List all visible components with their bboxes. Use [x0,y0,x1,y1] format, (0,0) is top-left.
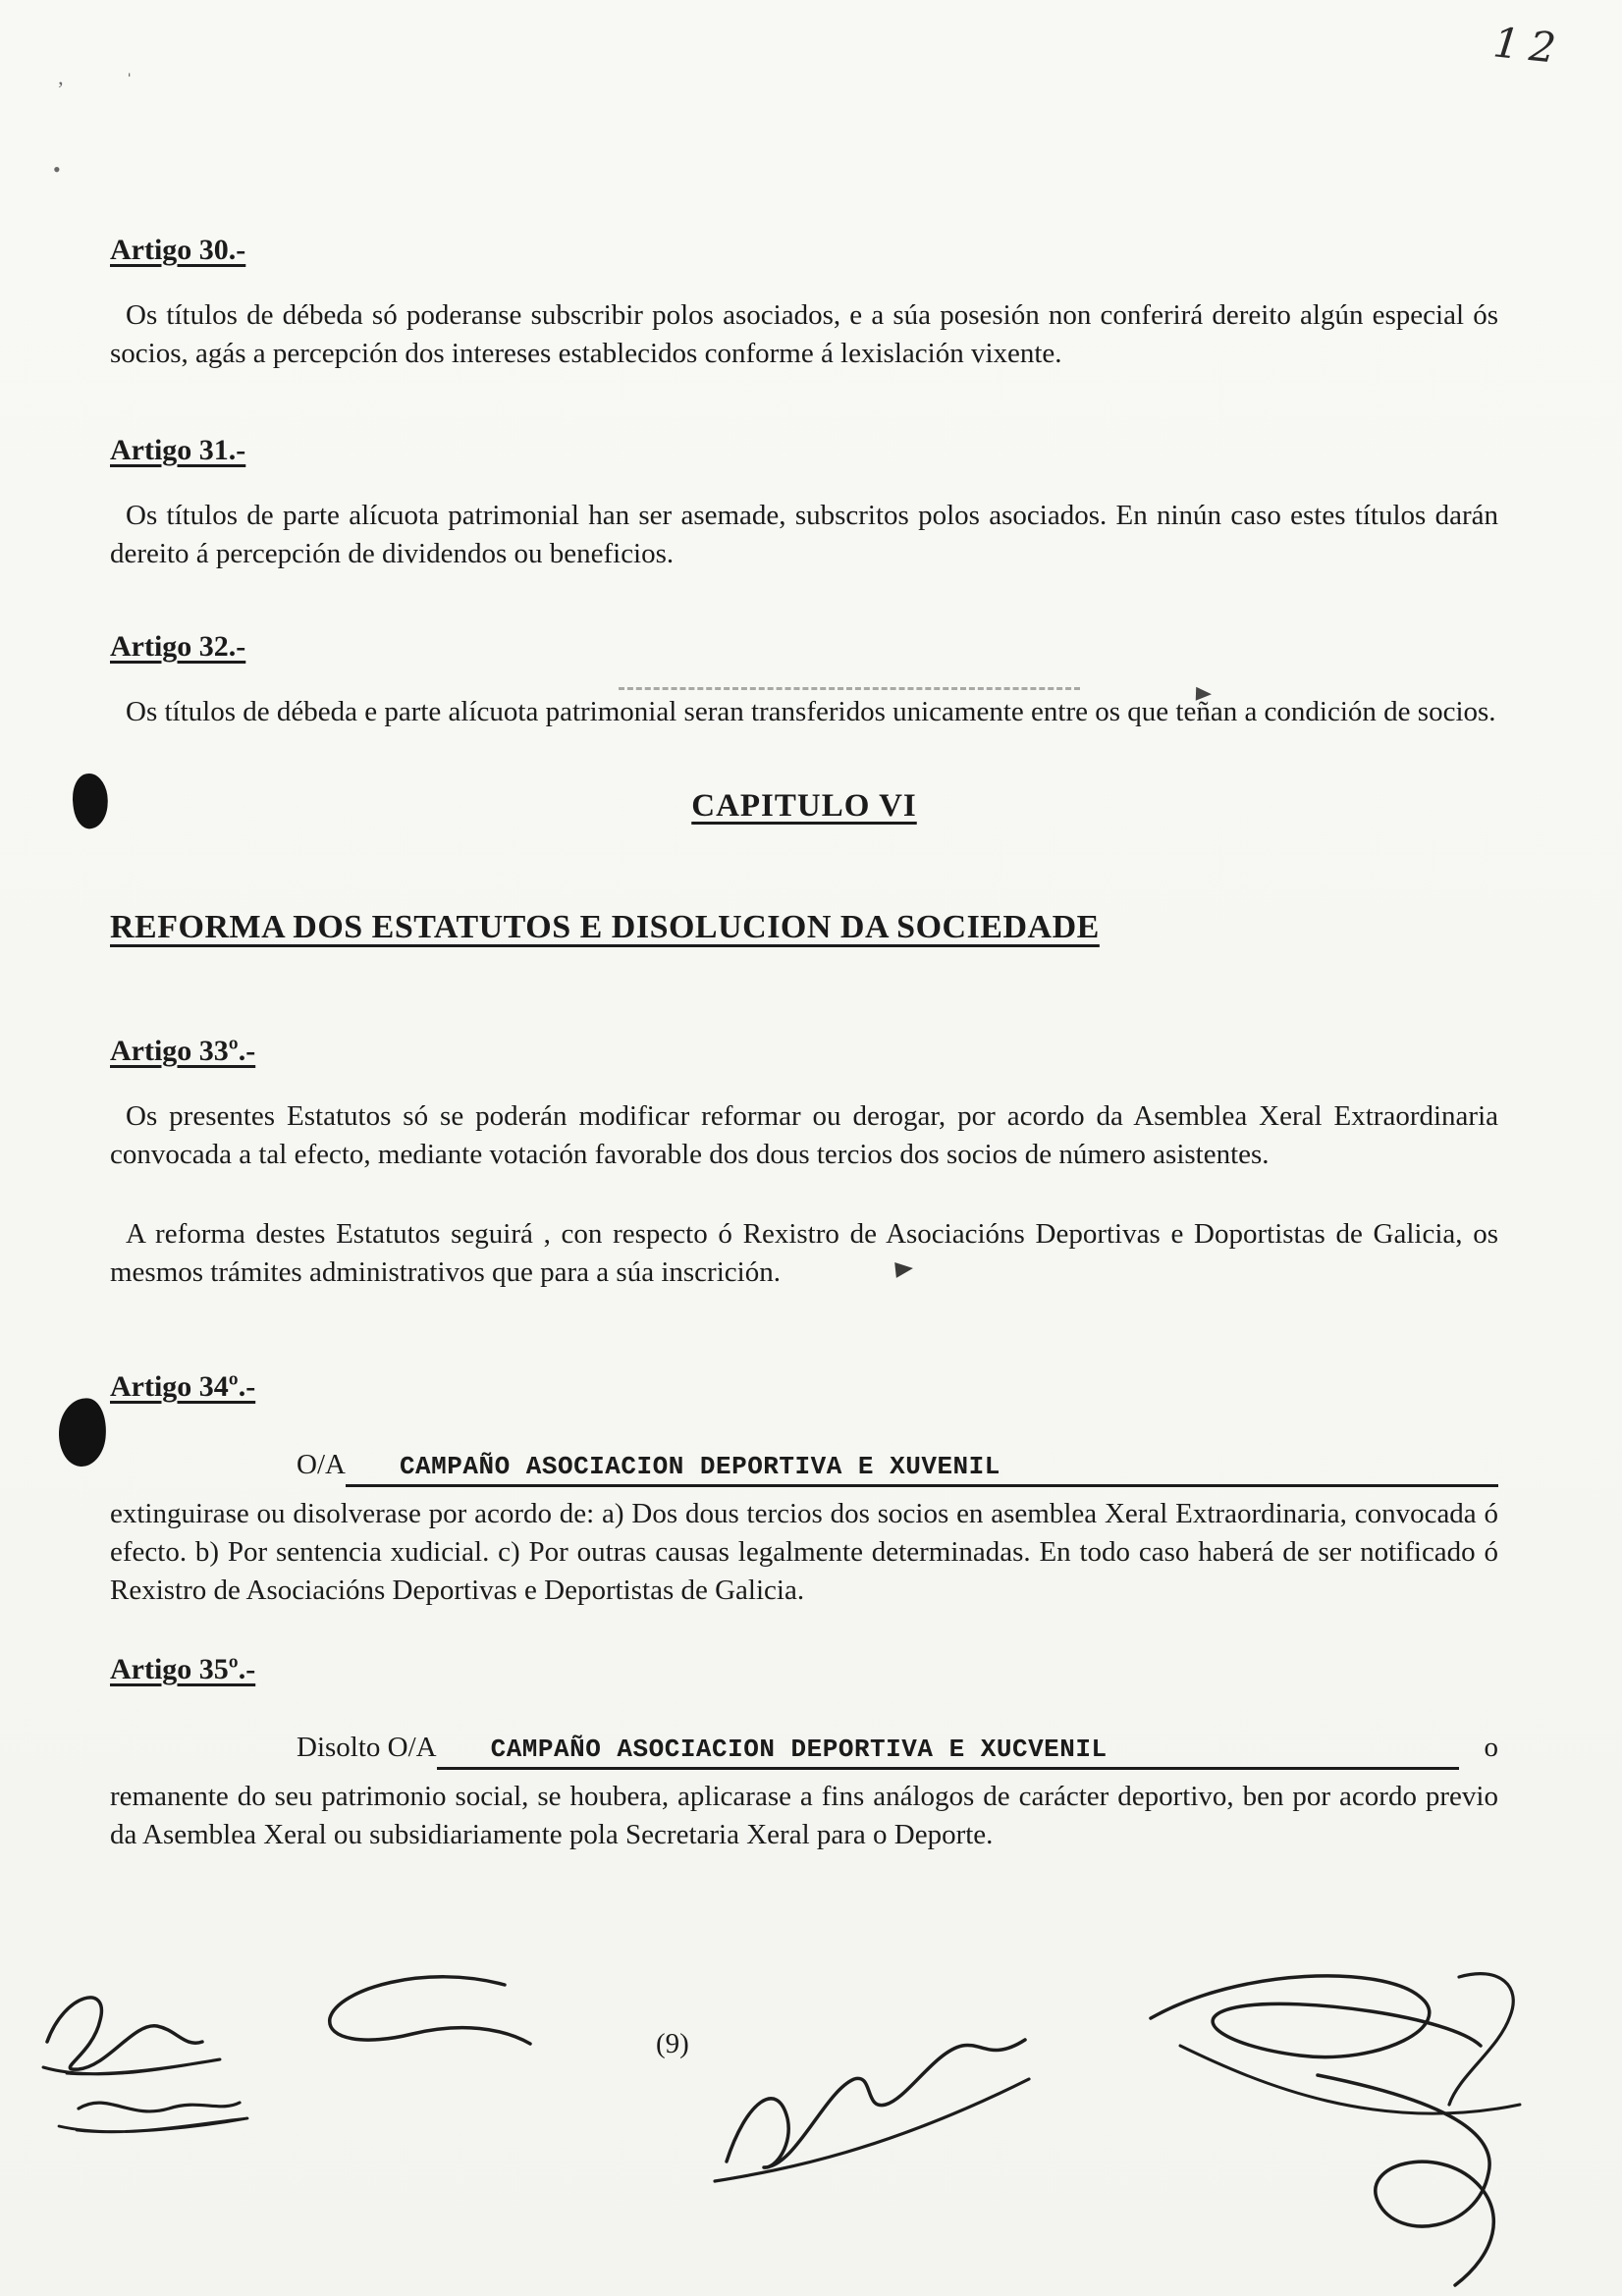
article-32-paragraph: Os títulos de débeda e parte alícuota patrimonial seran transferidos unicamente entre os que teñan a condición de socios. [126,696,1496,727]
article-34-heading: Artigo 34º.- [110,1370,256,1403]
article-34-paragraph: extinguirase ou disolverase por acordo de: a) Dos dous tercios dos socios en asemblea Xeral Extraordinaria, convocada ó efecto. b) Por sentencia xudicial. c) Por outras causas legalmente determinadas. En todo caso haberá de ser notificado ó Rexistro de Asociacións Deportivas e Deportistas de Galicia. [110,1498,1498,1606]
article-30-heading: Artigo 30.- [110,234,246,266]
article-34-organization-name: CAMPAÑO ASOCIACION DEPORTIVA E XUVENIL [346,1452,1498,1487]
article-33-paragraph-1: Os presentes Estatutos só se poderán modificar reformar ou derogar, por acordo da Asemblea Xeral Extraordinaria convocada a tal efecto, mediante votación favorable dos dous tercios dos socios de número asistentes. [110,1100,1498,1170]
handwritten-page-number: 12 [1490,18,1568,74]
article-35-paragraph: remanente do seu patrimonio social, se houbera, aplicarase a fins análogos de carácter deportivo, ben por acordo previo da Asemblea Xeral ou subsidiariamente pola Secretaria Xeral para o Deporte. [110,1781,1498,1850]
article-33-heading: Artigo 33º.- [110,1035,256,1067]
article-35-suffix: o [1484,1732,1498,1763]
scan-speck: ˈ [126,69,134,93]
article-32-heading: Artigo 32.- [110,630,246,663]
signature-left [37,1971,322,2177]
scan-speck: ’ [57,77,65,101]
page-number: (9) [656,2028,689,2059]
article-31-paragraph: Os títulos de parte alícuota patrimonial han ser asemade, subscritos polos asociados. En ninún caso estes títulos darán dereito á percepción de dividendos ou beneficios. [110,500,1498,569]
signature-flourish [302,1961,538,2089]
article-35-heading: Artigo 35º.- [110,1653,256,1685]
article-31-heading: Artigo 31.- [110,434,246,466]
document-body [110,234,1498,1854]
scan-speck: • [53,157,61,182]
article-35-fill-line [110,1732,1498,1770]
ink-blot [55,1396,109,1469]
signature-right [1119,1955,1561,2294]
article-34-fill-line [110,1449,1498,1487]
article-34-prefix: O/A [297,1449,346,1480]
article-33-paragraph-2: A reforma destes Estatutos seguirá , con respecto ó Rexistro de Asociacións Deportivas e Doportistas de Galicia, os mesmos trámites administrativos que para a súa inscrición. [110,1218,1498,1288]
signature-center [705,2018,1039,2195]
ink-blot [69,772,111,830]
article-30-paragraph: Os títulos de débeda só poderanse subscribir polos asociados, e a súa posesión non conferirá dereito algún especial ós socios, agás a percepción dos intereses establecidos conforme á lexislación vixente. [110,299,1498,369]
chapter-title: CAPITULO VI [691,788,917,824]
article-35-organization-name: CAMPAÑO ASOCIACION DEPORTIVA E XUCVENIL [437,1735,1459,1770]
article-35-prefix: Disolto O/A [297,1732,437,1763]
section-title: REFORMA DOS ESTATUTOS E DISOLUCION DA SOCIEDADE [110,909,1100,945]
